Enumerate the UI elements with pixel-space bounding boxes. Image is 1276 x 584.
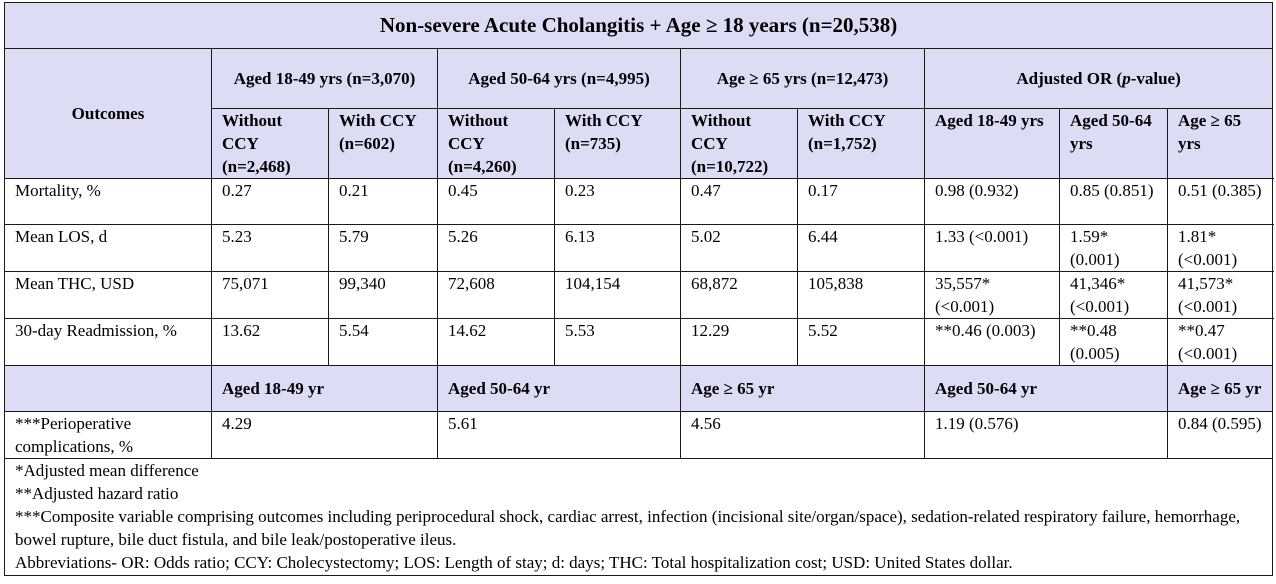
subheader-cell: Without CCY (n=2,468)	[212, 109, 329, 179]
subheader-cell: Aged 50-64 yrs	[1060, 109, 1168, 179]
table-cell: 0.98 (0.932)	[925, 179, 1060, 225]
empty-header-cell	[5, 366, 212, 412]
table-cell: 5.61	[438, 412, 681, 459]
table-cell: 1.81* (<0.001)	[1168, 225, 1273, 272]
row-label: Mortality, %	[5, 179, 212, 225]
peri-header-cell: Age ≥ 65 yr	[681, 366, 925, 412]
table-cell: 5.52	[798, 319, 925, 366]
group-header-adjusted-or	[925, 49, 1273, 109]
or-suffix: -value)	[1130, 69, 1181, 88]
table-cell: 1.19 (0.576)	[925, 412, 1168, 459]
table-cell: 0.85 (0.851)	[1060, 179, 1168, 225]
row-label: ***Perioperative complications, %	[5, 412, 212, 459]
or-prefix: Adjusted OR (	[1016, 69, 1123, 88]
subheader-cell: Without CCY (n=10,722)	[681, 109, 798, 179]
table-cell: 5.26	[438, 225, 555, 272]
table-row-thc	[5, 272, 1273, 319]
table-cell: 72,608	[438, 272, 555, 319]
peri-header-cell: Age ≥ 65 yr	[1168, 366, 1273, 412]
table-cell: 105,838	[798, 272, 925, 319]
table-cell: 5.79	[329, 225, 438, 272]
table-cell: 4.56	[681, 412, 925, 459]
table-cell: 1.33 (<0.001)	[925, 225, 1060, 272]
table-row-mortality	[5, 179, 1273, 225]
table-cell: 12.29	[681, 319, 798, 366]
table-row-los	[5, 225, 1273, 272]
footnote-line: Abbreviations- OR: Odds ratio; CCY: Cholecystectomy; LOS: Length of stay; d: days; THC: Total hospitalization cost; USD: United States dollar.	[15, 553, 1013, 572]
table-cell: 75,071	[212, 272, 329, 319]
table-cell: 4.29	[212, 412, 438, 459]
group-header-row	[5, 49, 1273, 109]
table-cell: 13.62	[212, 319, 329, 366]
footnote-row	[5, 459, 1273, 576]
table-cell: **0.47 (<0.001)	[1168, 319, 1273, 366]
table-row-perioperative	[5, 412, 1273, 459]
table-cell: 5.54	[329, 319, 438, 366]
table-cell: 104,154	[555, 272, 681, 319]
subheader-cell: With CCY (n=602)	[329, 109, 438, 179]
table-cell: 5.23	[212, 225, 329, 272]
table-cell: 0.51 (0.385)	[1168, 179, 1273, 225]
group-header-50-64: Aged 50-64 yrs (n=4,995)	[438, 49, 681, 109]
or-p-italic: p	[1122, 69, 1131, 88]
table-cell: 0.45	[438, 179, 555, 225]
footnote-line: ***Composite variable comprising outcomes including periprocedural shock, cardiac arrest, infection (incisional site/organ/space), sedation-related respiratory failure, hemorrhage, bowel rupture, bile duct fistula, and bile leak/postoperative ileus.	[15, 507, 1241, 549]
table-cell: 0.23	[555, 179, 681, 225]
row-label: Mean THC, USD	[5, 272, 212, 319]
table-title: Non-severe Acute Cholangitis + Age ≥ 18 years (n=20,538)	[5, 3, 1273, 49]
table-cell: 0.47	[681, 179, 798, 225]
table-cell: 99,340	[329, 272, 438, 319]
group-header-18-49: Aged 18-49 yrs (n=3,070)	[212, 49, 438, 109]
outcomes-header: Outcomes	[5, 49, 212, 179]
peri-header-cell: Aged 18-49 yr	[212, 366, 438, 412]
footnote-line: *Adjusted mean difference	[15, 461, 199, 480]
row-label: Mean LOS, d	[5, 225, 212, 272]
footnote-line: **Adjusted hazard ratio	[15, 484, 179, 503]
table-cell: 6.13	[555, 225, 681, 272]
subheader-cell: Without CCY (n=4,260)	[438, 109, 555, 179]
subheader-cell: Age ≥ 65 yrs	[1168, 109, 1273, 179]
table-cell: 0.21	[329, 179, 438, 225]
table-cell: 41,346* (<0.001)	[1060, 272, 1168, 319]
peri-header-cell: Aged 50-64 yr	[925, 366, 1168, 412]
table-cell: 5.53	[555, 319, 681, 366]
table-cell: 0.17	[798, 179, 925, 225]
subheader-cell: With CCY (n=735)	[555, 109, 681, 179]
table-row-readmission	[5, 319, 1273, 366]
table-cell: 5.02	[681, 225, 798, 272]
subheader-cell: Aged 18-49 yrs	[925, 109, 1060, 179]
group-header-65-plus: Age ≥ 65 yrs (n=12,473)	[681, 49, 925, 109]
table-cell: **0.46 (0.003)	[925, 319, 1060, 366]
row-label: 30-day Readmission, %	[5, 319, 212, 366]
table-cell: 41,573* (<0.001)	[1168, 272, 1273, 319]
table-cell: 0.84 (0.595)	[1168, 412, 1273, 459]
table-cell: 1.59* (0.001)	[1060, 225, 1168, 272]
table-cell: **0.48 (0.005)	[1060, 319, 1168, 366]
table-cell: 68,872	[681, 272, 798, 319]
peri-header-cell: Aged 50-64 yr	[438, 366, 681, 412]
footnotes	[5, 459, 1273, 576]
table-cell: 35,557* (<0.001)	[925, 272, 1060, 319]
perioperative-header-row	[5, 366, 1273, 412]
subheader-cell: With CCY (n=1,752)	[798, 109, 925, 179]
outcomes-table	[4, 2, 1273, 576]
title-row	[5, 3, 1273, 49]
table-cell: 0.27	[212, 179, 329, 225]
table-cell: 14.62	[438, 319, 555, 366]
table-cell: 6.44	[798, 225, 925, 272]
